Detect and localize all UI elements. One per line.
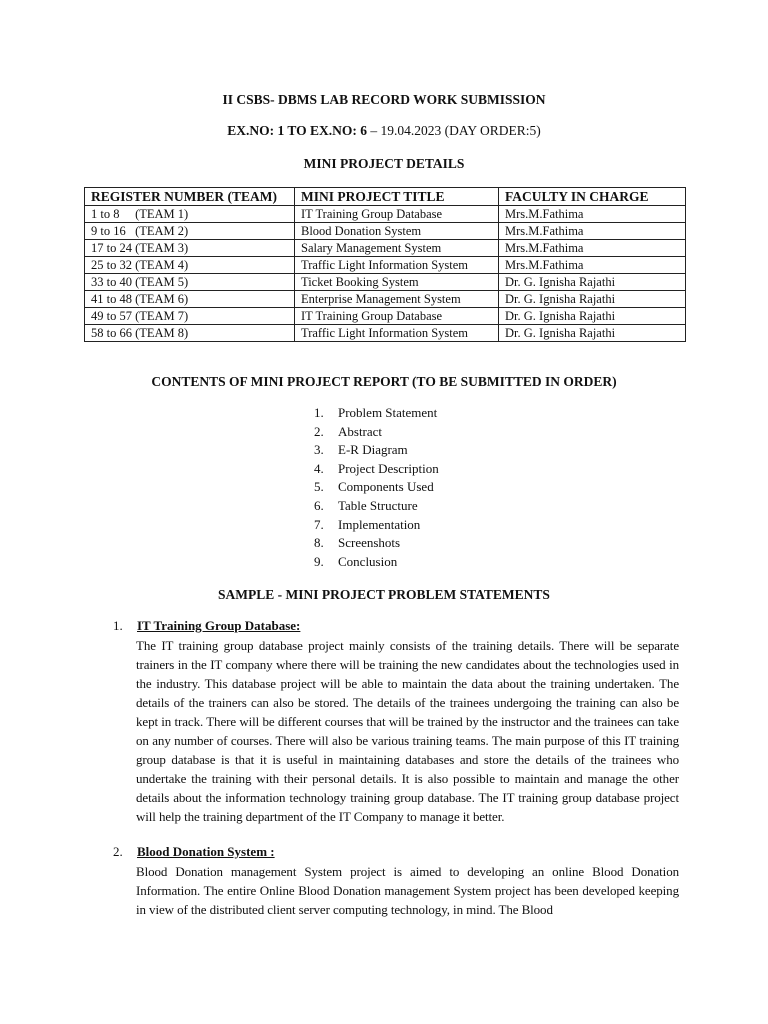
list-item-label: Project Description	[338, 460, 439, 476]
list-item-number: 3.	[314, 442, 324, 458]
exercise-line	[0, 123, 768, 139]
sample-item-heading: Blood Donation System :	[137, 844, 275, 859]
list-item-number: 8.	[314, 535, 324, 551]
table-row	[85, 206, 686, 223]
list-item-number: 1.	[314, 405, 324, 420]
register-number-cell: 33 to 40 (TEAM 5)	[85, 274, 295, 291]
project-title-cell: IT Training Group Database	[295, 308, 499, 325]
list-item-number: 4.	[314, 460, 324, 476]
list-item	[314, 553, 439, 572]
list-item-label: Conclusion	[338, 553, 398, 569]
table-row	[85, 291, 686, 308]
sample-item-number: 1.	[113, 618, 123, 633]
register-number-cell: 9 to 16 (TEAM 2)	[85, 223, 295, 240]
project-title-cell: Salary Management System	[295, 240, 499, 257]
faculty-cell: Dr. G. Ignisha Rajathi	[499, 274, 686, 291]
table-row	[85, 325, 686, 342]
faculty-cell: Mrs.M.Fathima	[499, 223, 686, 240]
list-item	[314, 404, 439, 423]
table-row	[85, 274, 686, 291]
mini-project-details-heading: MINI PROJECT DETAILS	[303, 156, 465, 171]
table-row	[85, 257, 686, 274]
faculty-cell: Dr. G. Ignisha Rajathi	[499, 308, 686, 325]
register-number-cell: 25 to 32 (TEAM 4)	[85, 257, 295, 274]
faculty-cell: Dr. G. Ignisha Rajathi	[499, 291, 686, 308]
list-item-number: 6.	[314, 497, 324, 513]
list-item	[314, 441, 439, 460]
list-item-number: 7.	[314, 516, 324, 532]
contents-heading: CONTENTS OF MINI PROJECT REPORT (TO BE SUBMITTED IN ORDER)	[151, 374, 617, 389]
column-header: FACULTY IN CHARGE	[499, 188, 686, 206]
sample-item-number: 2.	[113, 844, 123, 859]
list-item	[314, 516, 439, 535]
column-header: REGISTER NUMBER (TEAM)	[85, 188, 295, 206]
sample-item-body: Blood Donation management System project is aimed to developing an online Blood Donation Information. The entire Online Blood Donation management System project has been developed keeping in view of the distributed client server computing technology, in mind. The Blood	[136, 864, 679, 917]
list-item-label: Abstract	[338, 423, 383, 439]
sample-item-body: The IT training group database project mainly consists of the training details. There will be separate trainers in the IT company where there will be training the new candidates about the technologies used in the industry. This database project will be able to maintain the data about the training undertaken. The details of the trainers can also be stored. The details of the trainees undergoing the training can also be kept in track. There will be different courses that will be trained by the instructor and the trainees can take on any number of courses. There will also be various training teams. The main purpose of this IT training group database is that it is useful in maintaining databases and store the details of the trainees who undertake the training with their personal details. It is also possible to maintain and manage the other details about the information technology training group database. The IT training group database project will help the training department of the IT Company to manage it better.	[136, 638, 679, 824]
list-item	[314, 460, 439, 479]
team-project-table	[84, 187, 686, 342]
table-row	[85, 308, 686, 325]
list-item-number: 5.	[314, 479, 324, 495]
register-number-cell: 49 to 57 (TEAM 7)	[85, 308, 295, 325]
project-title-cell: Ticket Booking System	[295, 274, 499, 291]
table-row	[85, 240, 686, 257]
list-item-number: 9.	[314, 553, 324, 569]
list-item-label: Table Structure	[338, 497, 418, 513]
project-title-cell: Traffic Light Information System	[295, 325, 499, 342]
faculty-cell: Dr. G. Ignisha Rajathi	[499, 325, 686, 342]
list-item-label: Screenshots	[338, 535, 401, 551]
list-item-label: Problem Statement	[338, 405, 438, 420]
list-item-label: Implementation	[338, 516, 421, 532]
table-row	[85, 223, 686, 240]
column-header: MINI PROJECT TITLE	[295, 188, 499, 206]
register-number-cell: 41 to 48 (TEAM 6)	[85, 291, 295, 308]
register-number-cell: 58 to 66 (TEAM 8)	[85, 325, 295, 342]
faculty-cell: Mrs.M.Fathima	[499, 257, 686, 274]
list-item	[314, 497, 439, 516]
faculty-cell: Mrs.M.Fathima	[499, 206, 686, 223]
list-item-number: 2.	[314, 423, 324, 439]
contents-list	[314, 404, 439, 571]
register-number-cell: 17 to 24 (TEAM 3)	[85, 240, 295, 257]
project-title-cell: Enterprise Management System	[295, 291, 499, 308]
project-title-cell: Blood Donation System	[295, 223, 499, 240]
sample-statements-heading: SAMPLE - MINI PROJECT PROBLEM STATEMENTS	[218, 587, 550, 602]
list-item	[314, 534, 439, 553]
project-title-cell: Traffic Light Information System	[295, 257, 499, 274]
sample-item-heading: IT Training Group Database:	[137, 618, 301, 633]
register-number-cell: 1 to 8 (TEAM 1)	[85, 206, 295, 223]
faculty-cell: Mrs.M.Fathima	[499, 240, 686, 257]
list-item-label: E-R Diagram	[338, 442, 408, 458]
list-item	[314, 478, 439, 497]
table-header-row	[85, 188, 686, 206]
list-item	[314, 423, 439, 442]
exercise-range: EX.NO: 1 TO EX.NO: 6	[227, 123, 367, 138]
list-item-label: Components Used	[338, 479, 434, 495]
project-title-cell: IT Training Group Database	[295, 206, 499, 223]
document-title: II CSBS- DBMS LAB RECORD WORK SUBMISSION	[222, 92, 546, 107]
exercise-date: – 19.04.2023 (DAY ORDER:5)	[367, 123, 541, 138]
